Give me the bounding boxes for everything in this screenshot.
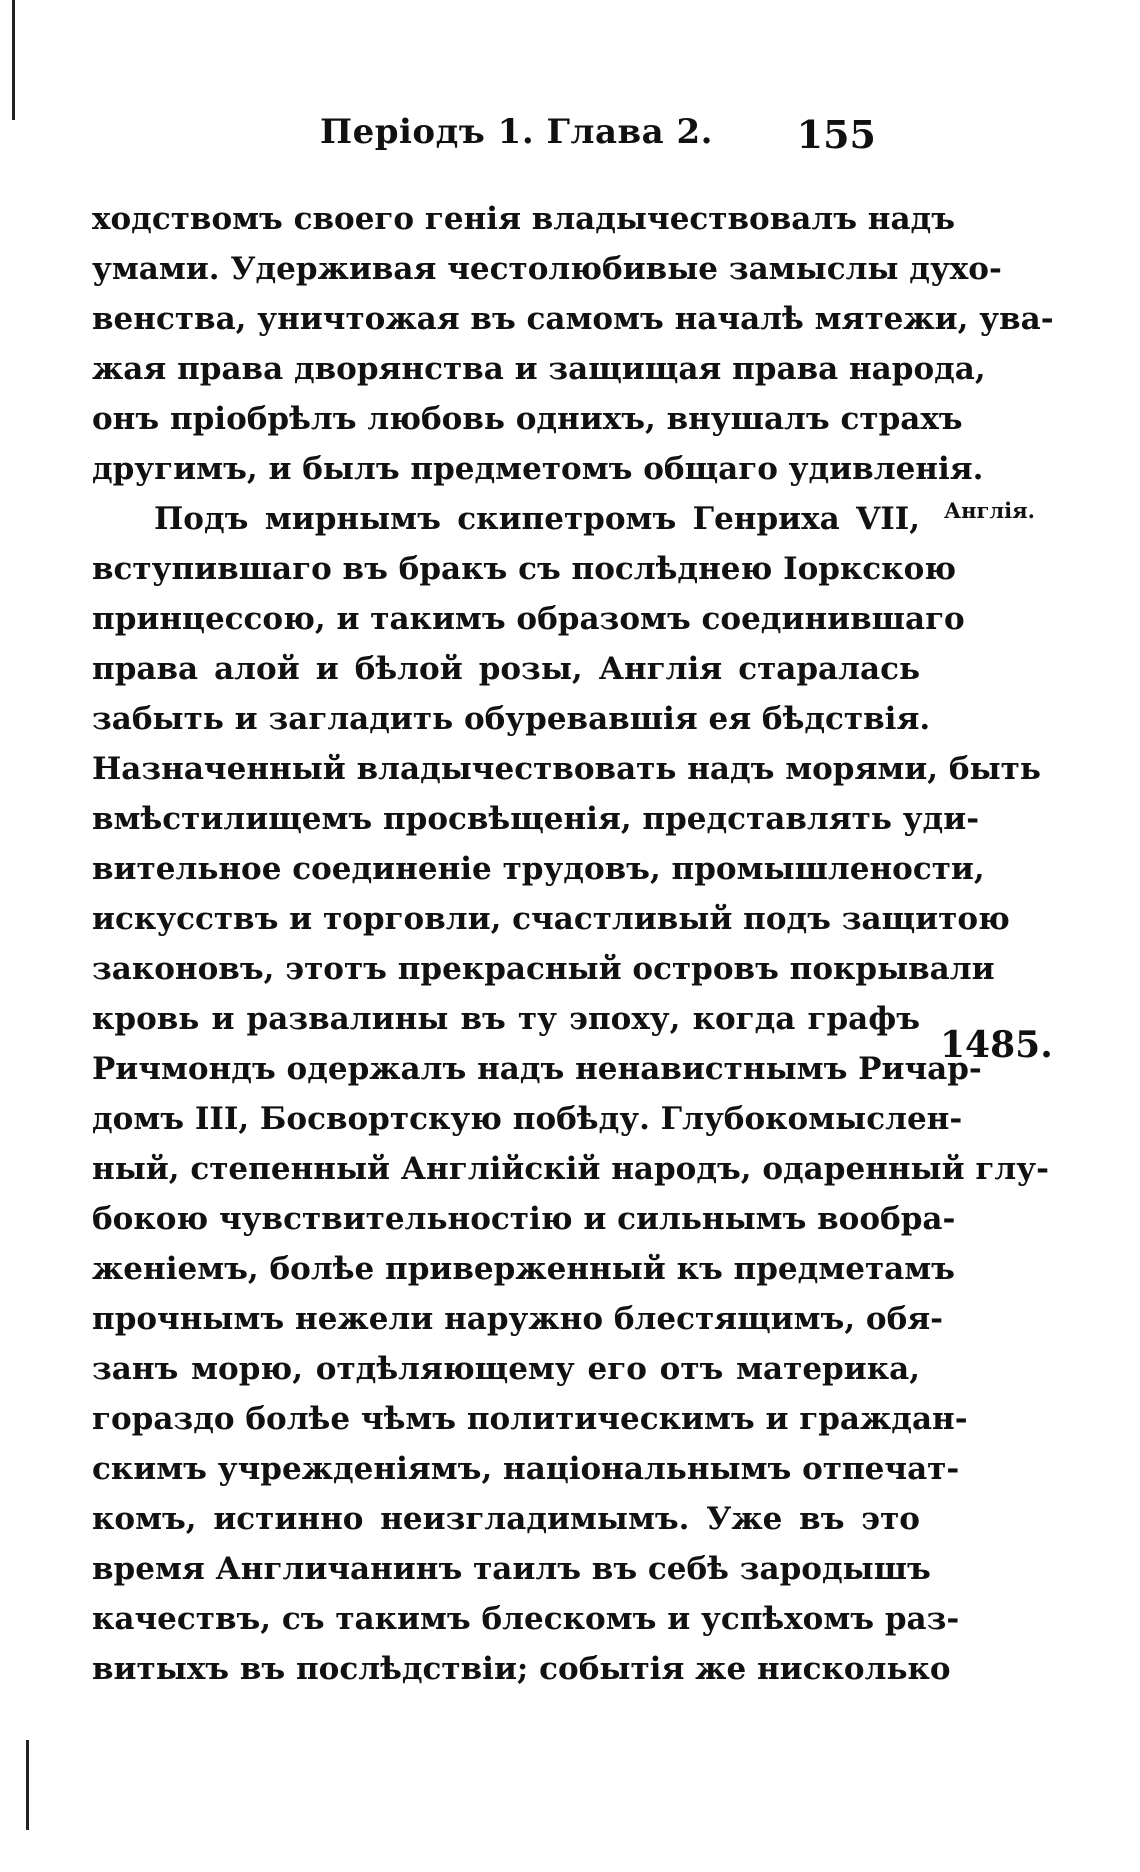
text-line: Ричмондъ одержалъ надъ ненавистнымъ Ричар- [92,1051,982,1087]
margin-note-anglia: Англія. [944,498,1035,523]
margin-note-year: 1485. [940,1024,1053,1066]
text-line: искусствъ и торговли, счастливый подъ защитою [92,901,1010,937]
text-line: время Англичанинъ таилъ въ себѣ зародышъ [92,1551,931,1587]
text-line: забыть и загладить обуревавшія ея бѣдствія. [92,701,931,737]
page-number: 155 [796,112,876,157]
text-line: венства, уничтожая въ самомъ началѣ мятежи, ува- [92,301,1054,337]
text-line: ходствомъ своего генія владычествовалъ надъ [92,201,955,237]
running-title: Періодъ 1. Глава 2. [320,112,713,152]
text-line: законовъ, этотъ прекрасный островъ покрывали [92,951,995,987]
text-line: гораздо болѣе чѣмъ политическимъ и граждан- [92,1401,968,1437]
text-line: женіемъ, болѣе приверженный къ предметамъ [92,1251,955,1287]
text-line: вмѣстилищемъ просвѣщенія, представлять уди- [92,801,980,837]
text-line: домъ III, Босвортскую побѣду. Глубокомыслен- [92,1101,963,1137]
text-line: Назначенный владычествовать надъ морями, быть [92,751,1041,787]
text-line: скимъ учрежденіямъ, національнымъ отпечат- [92,1451,960,1487]
text-line: кровь и развалины въ ту эпоху, когда графъ [92,1001,920,1037]
text-line: вительное соединеніе трудовъ, промышлености, [92,851,985,887]
text-line: онъ пріобрѣлъ любовь однихъ, внушалъ страхъ [92,401,963,437]
text-line: прочнымъ нежели наружно блестящимъ, обя- [92,1301,944,1337]
text-line: бокою чувствительностію и сильнымъ вообра- [92,1201,956,1237]
text-line: права алой и бѣлой розы, Англія старалась [92,651,920,687]
text-line: жая права дворянства и защищая права народа, [92,351,986,387]
text-line: другимъ, и былъ предметомъ общаго удивленія. [92,451,984,487]
text-line: занъ морю, отдѣляющему его отъ материка, [92,1351,920,1387]
text-line: Подъ мирнымъ скипетромъ Генриха VII, [154,501,920,537]
text-line: принцессою, и такимъ образомъ соединившаго [92,601,965,637]
text-line: витыхъ въ послѣдствіи; событія же нисколько [92,1651,951,1687]
text-line: умами. Удерживая честолюбивые замыслы духо- [92,251,1002,287]
text-line: ный, степенный Англійскій народъ, одаренный глу- [92,1151,1049,1187]
page-header [300,112,900,172]
scan-edge-mark-bottom [26,1740,29,1830]
text-line: вступившаго въ бракъ съ послѣднею Іоркскою [92,551,957,587]
text-line: качествъ, съ такимъ блескомъ и успѣхомъ раз- [92,1601,960,1637]
scan-edge-mark-top [12,0,15,120]
text-line: комъ, истинно неизгладимымъ. Уже въ это [92,1501,920,1537]
